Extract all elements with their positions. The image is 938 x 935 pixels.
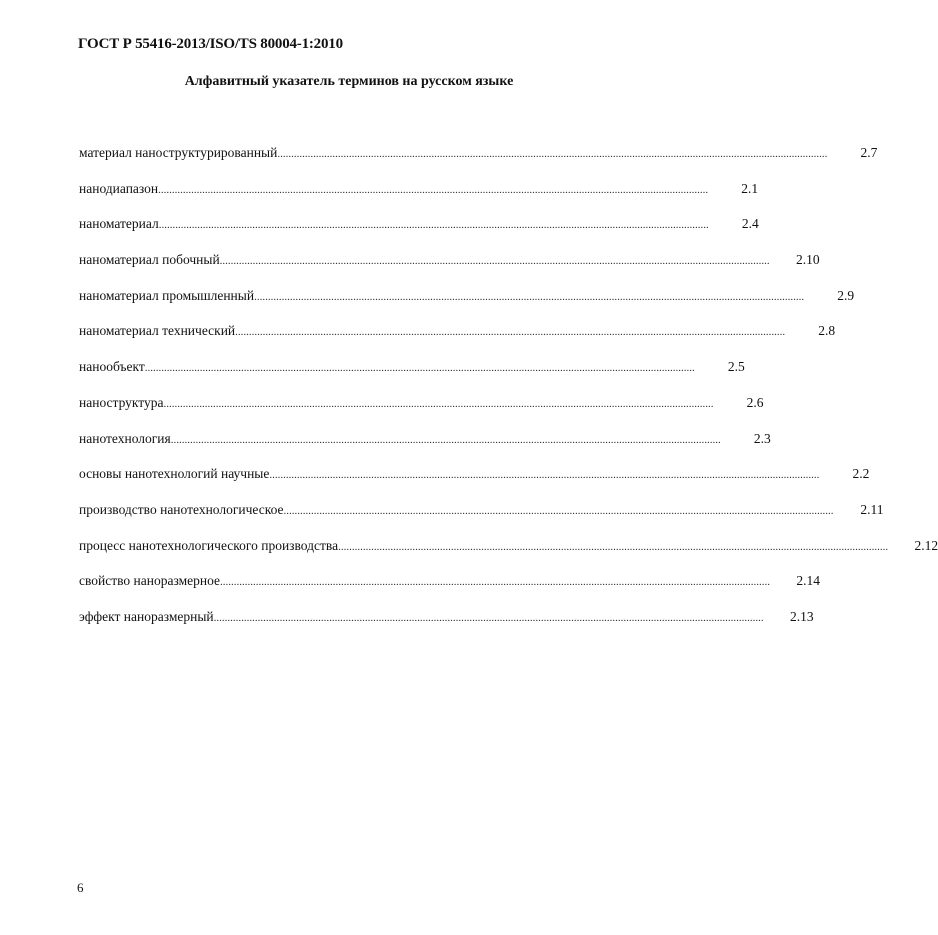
entry-reference: 2.12 — [914, 537, 938, 553]
index-entry — [79, 466, 870, 502]
index-entry — [79, 252, 820, 288]
index-entry — [79, 287, 855, 324]
entry-reference: 2.8 — [818, 323, 836, 339]
entry-term: наноструктура — [79, 394, 164, 410]
index-entry — [79, 145, 878, 181]
entry-term: наноматериал побочный — [79, 252, 220, 268]
entry-reference: 2.9 — [837, 287, 855, 303]
index-entry — [79, 180, 759, 217]
entry-term: процесс нанотехнологического производства — [79, 537, 339, 553]
entry-term: наноматериал промышленный — [79, 287, 255, 303]
entry-reference: 2.11 — [860, 501, 884, 517]
entry-reference: 2.2 — [852, 466, 870, 482]
dot-leader: ........................................................................................................................................................................................................ — [158, 219, 709, 232]
entry-term: свойство наноразмерное — [79, 573, 221, 589]
entry-term: материал наноструктурированный — [79, 145, 278, 160]
entry-reference: 2.14 — [796, 573, 821, 589]
index-entry — [79, 573, 821, 609]
dot-leader: ........................................................................................................................................................................................................ — [158, 183, 709, 196]
index-entry — [79, 323, 836, 359]
dot-leader: ........................................................................................................................................................................................................ — [163, 397, 714, 410]
entry-term: нанодиапазон — [79, 180, 159, 196]
document-header: ГОСТ Р 55416-2013/ISO/TS 80004-1:2010 — [78, 36, 343, 52]
dot-leader: ........................................................................................................................................................................................................ — [277, 148, 828, 160]
dot-leader: ........................................................................................................................................................................................................ — [338, 540, 889, 553]
dot-leader: ........................................................................................................................................................................................................ — [144, 362, 695, 375]
entry-term: основы нанотехнологий научные — [79, 466, 270, 482]
entry-term: наноматериал технический — [79, 323, 236, 339]
entry-term: производство нанотехнологическое — [79, 501, 284, 517]
index-entry — [79, 501, 884, 538]
dot-leader: ........................................................................................................................................................................................................ — [269, 469, 820, 482]
entry-reference: 2.6 — [746, 394, 764, 410]
entry-reference: 2.3 — [753, 430, 771, 446]
index-entry — [79, 359, 745, 395]
entry-reference: 2.13 — [790, 608, 814, 624]
dot-leader: ........................................................................................................................................................................................................ — [213, 611, 764, 624]
dot-leader: ........................................................................................................................................................................................................ — [283, 504, 834, 517]
entry-term: наноматериал — [79, 216, 159, 232]
page-number: 6 — [77, 880, 84, 895]
dot-leader: ........................................................................................................................................................................................................ — [219, 255, 770, 268]
entry-term: нанотехнология — [79, 430, 171, 446]
entry-reference: 2.4 — [741, 216, 759, 232]
index-entry — [79, 394, 764, 431]
index-entry — [79, 216, 759, 252]
term-index-list — [79, 145, 938, 645]
entry-reference: 2.10 — [796, 252, 820, 268]
dot-leader: ........................................................................................................................................................................................................ — [220, 576, 771, 589]
index-entry — [79, 608, 814, 645]
dot-leader: ........................................................................................................................................................................................................ — [235, 326, 786, 339]
entry-term: нанообъект — [79, 359, 145, 375]
dot-leader: ........................................................................................................................................................................................................ — [254, 290, 805, 303]
index-title: Алфавитный указатель терминов на русском языке — [184, 74, 514, 89]
dot-leader: ........................................................................................................................................................................................................ — [170, 433, 721, 446]
entry-term: эффект наноразмерный — [79, 608, 214, 624]
entry-reference: 2.5 — [727, 359, 745, 375]
entry-reference: 2.1 — [741, 180, 759, 196]
entry-reference: 2.7 — [860, 145, 878, 160]
index-entry — [79, 537, 938, 574]
index-entry — [79, 430, 771, 467]
